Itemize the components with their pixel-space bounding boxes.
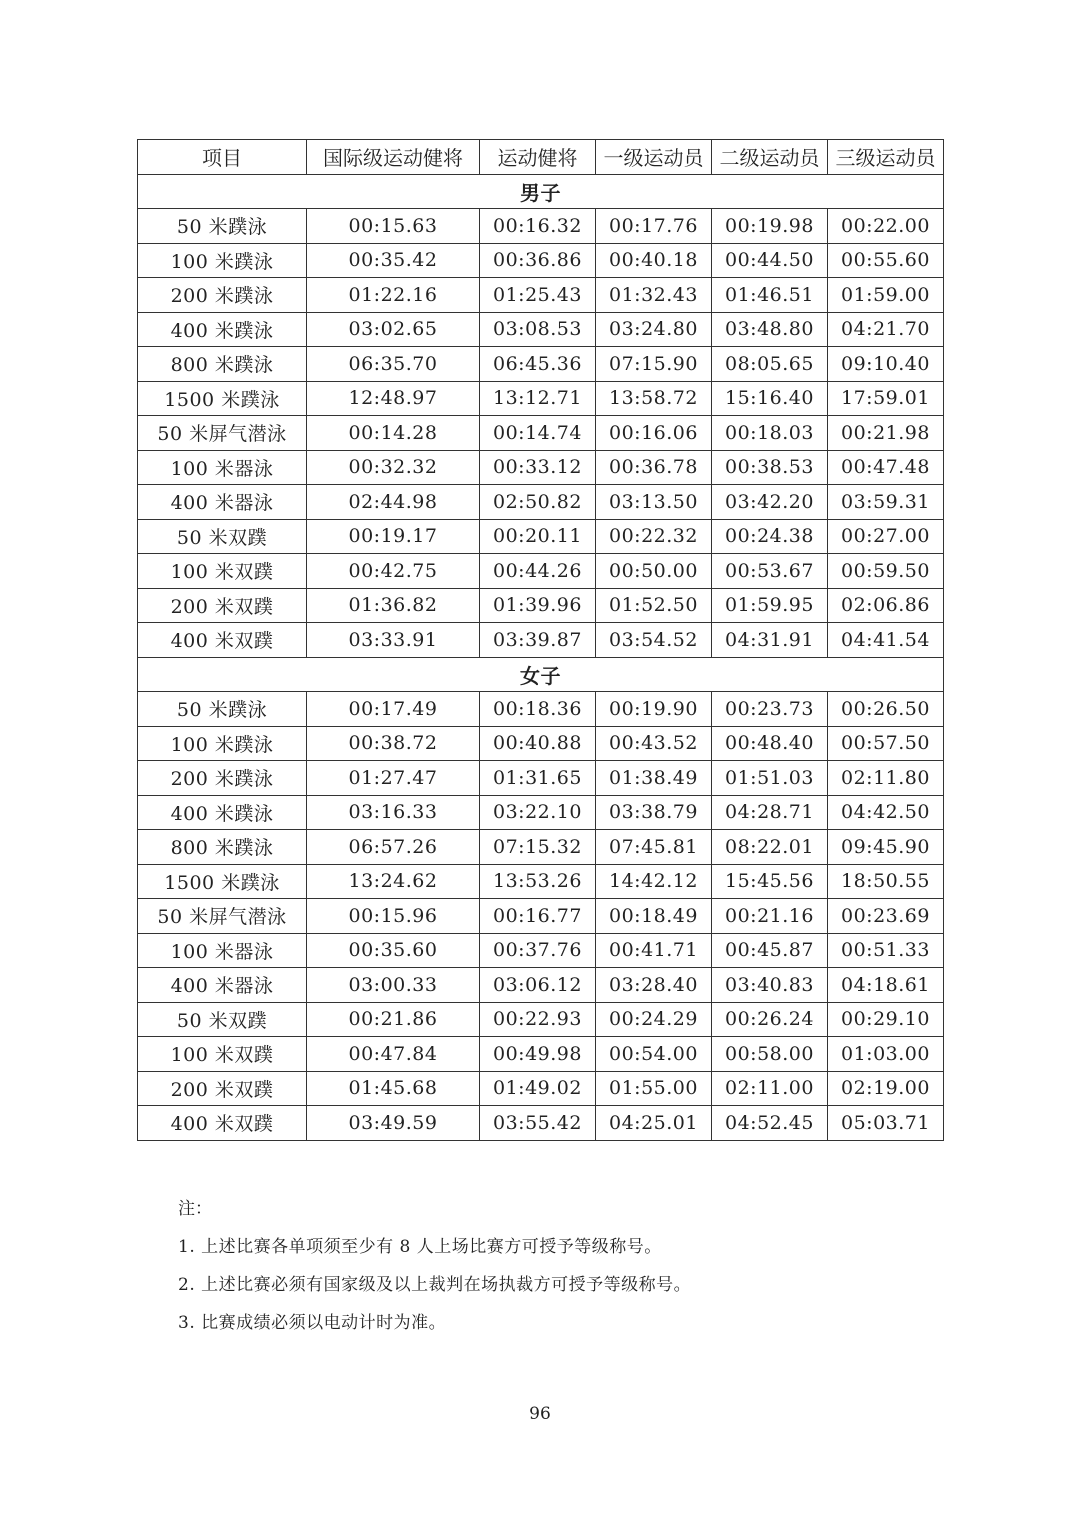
event-name: 50 米双蹼 bbox=[138, 519, 307, 554]
time-value: 03:49.59 bbox=[307, 1106, 480, 1141]
header-grade-1: 一级运动员 bbox=[596, 140, 712, 175]
time-value: 03:13.50 bbox=[596, 485, 712, 520]
event-name: 200 米双蹼 bbox=[138, 588, 307, 623]
time-value: 00:35.42 bbox=[307, 243, 480, 278]
time-value: 03:40.83 bbox=[712, 968, 828, 1003]
time-value: 00:26.24 bbox=[712, 1002, 828, 1037]
event-name: 400 米双蹼 bbox=[138, 623, 307, 658]
time-value: 00:22.32 bbox=[596, 519, 712, 554]
section-title: 女子 bbox=[138, 657, 944, 692]
time-value: 00:37.76 bbox=[480, 933, 596, 968]
table-row bbox=[138, 312, 944, 347]
time-value: 04:18.61 bbox=[828, 968, 944, 1003]
time-value: 00:49.98 bbox=[480, 1037, 596, 1072]
time-value: 15:16.40 bbox=[712, 381, 828, 416]
time-value: 07:15.90 bbox=[596, 347, 712, 382]
time-value: 00:24.29 bbox=[596, 1002, 712, 1037]
table-row bbox=[138, 381, 944, 416]
event-name: 400 米蹼泳 bbox=[138, 312, 307, 347]
time-value: 04:52.45 bbox=[712, 1106, 828, 1141]
time-value: 00:19.17 bbox=[307, 519, 480, 554]
table-row bbox=[138, 692, 944, 727]
time-value: 13:12.71 bbox=[480, 381, 596, 416]
table-row bbox=[138, 1106, 944, 1141]
time-value: 09:10.40 bbox=[828, 347, 944, 382]
event-name: 100 米器泳 bbox=[138, 933, 307, 968]
table-row bbox=[138, 588, 944, 623]
table-row bbox=[138, 278, 944, 313]
time-value: 03:06.12 bbox=[480, 968, 596, 1003]
table-row bbox=[138, 864, 944, 899]
event-name: 400 米器泳 bbox=[138, 968, 307, 1003]
time-value: 00:19.98 bbox=[712, 209, 828, 244]
time-value: 03:08.53 bbox=[480, 312, 596, 347]
event-name: 400 米器泳 bbox=[138, 485, 307, 520]
time-value: 01:59.00 bbox=[828, 278, 944, 313]
time-value: 01:45.68 bbox=[307, 1071, 480, 1106]
time-value: 03:24.80 bbox=[596, 312, 712, 347]
time-value: 14:42.12 bbox=[596, 864, 712, 899]
time-value: 00:14.74 bbox=[480, 416, 596, 451]
event-name: 100 米双蹼 bbox=[138, 1037, 307, 1072]
time-value: 00:18.03 bbox=[712, 416, 828, 451]
time-value: 02:06.86 bbox=[828, 588, 944, 623]
time-value: 00:15.63 bbox=[307, 209, 480, 244]
time-value: 00:40.88 bbox=[480, 726, 596, 761]
time-value: 04:42.50 bbox=[828, 795, 944, 830]
time-value: 09:45.90 bbox=[828, 830, 944, 865]
time-value: 00:26.50 bbox=[828, 692, 944, 727]
time-value: 00:48.40 bbox=[712, 726, 828, 761]
time-value: 01:55.00 bbox=[596, 1071, 712, 1106]
table-row bbox=[138, 726, 944, 761]
table-row bbox=[138, 554, 944, 589]
time-value: 03:42.20 bbox=[712, 485, 828, 520]
time-value: 00:51.33 bbox=[828, 933, 944, 968]
time-value: 17:59.01 bbox=[828, 381, 944, 416]
time-value: 03:02.65 bbox=[307, 312, 480, 347]
time-value: 04:31.91 bbox=[712, 623, 828, 658]
time-value: 00:44.26 bbox=[480, 554, 596, 589]
time-value: 12:48.97 bbox=[307, 381, 480, 416]
time-value: 02:44.98 bbox=[307, 485, 480, 520]
table-row bbox=[138, 450, 944, 485]
section-row bbox=[138, 657, 944, 692]
time-value: 02:19.00 bbox=[828, 1071, 944, 1106]
header-event: 项目 bbox=[138, 140, 307, 175]
table-row bbox=[138, 899, 944, 934]
time-value: 06:57.26 bbox=[307, 830, 480, 865]
time-value: 00:16.77 bbox=[480, 899, 596, 934]
time-value: 00:45.87 bbox=[712, 933, 828, 968]
event-name: 400 米蹼泳 bbox=[138, 795, 307, 830]
table-row bbox=[138, 830, 944, 865]
time-value: 04:25.01 bbox=[596, 1106, 712, 1141]
time-value: 01:49.02 bbox=[480, 1071, 596, 1106]
time-value: 00:40.18 bbox=[596, 243, 712, 278]
time-value: 03:22.10 bbox=[480, 795, 596, 830]
time-value: 00:21.86 bbox=[307, 1002, 480, 1037]
event-name: 50 米双蹼 bbox=[138, 1002, 307, 1037]
time-value: 00:58.00 bbox=[712, 1037, 828, 1072]
section-row bbox=[138, 174, 944, 209]
event-name: 50 米屏气潜泳 bbox=[138, 416, 307, 451]
time-value: 00:36.78 bbox=[596, 450, 712, 485]
time-value: 00:36.86 bbox=[480, 243, 596, 278]
event-name: 800 米蹼泳 bbox=[138, 347, 307, 382]
time-value: 00:44.50 bbox=[712, 243, 828, 278]
time-value: 01:36.82 bbox=[307, 588, 480, 623]
event-name: 1500 米蹼泳 bbox=[138, 864, 307, 899]
table-row bbox=[138, 347, 944, 382]
table-row bbox=[138, 761, 944, 796]
page-number: 96 bbox=[529, 1404, 551, 1424]
time-value: 01:22.16 bbox=[307, 278, 480, 313]
time-value: 00:23.69 bbox=[828, 899, 944, 934]
table-row bbox=[138, 1037, 944, 1072]
time-value: 01:51.03 bbox=[712, 761, 828, 796]
event-name: 400 米双蹼 bbox=[138, 1106, 307, 1141]
time-value: 03:28.40 bbox=[596, 968, 712, 1003]
table-header-row bbox=[138, 140, 944, 175]
time-value: 00:33.12 bbox=[480, 450, 596, 485]
time-value: 06:35.70 bbox=[307, 347, 480, 382]
time-value: 00:57.50 bbox=[828, 726, 944, 761]
note-item: 1. 上述比赛各单项须至少有 8 人上场比赛方可授予等级称号。 bbox=[178, 1237, 662, 1257]
time-value: 01:03.00 bbox=[828, 1037, 944, 1072]
time-value: 03:16.33 bbox=[307, 795, 480, 830]
time-value: 01:32.43 bbox=[596, 278, 712, 313]
time-value: 00:55.60 bbox=[828, 243, 944, 278]
table-row bbox=[138, 968, 944, 1003]
table-row bbox=[138, 485, 944, 520]
table-row bbox=[138, 209, 944, 244]
time-value: 00:19.90 bbox=[596, 692, 712, 727]
time-value: 00:42.75 bbox=[307, 554, 480, 589]
time-value: 18:50.55 bbox=[828, 864, 944, 899]
time-value: 00:32.32 bbox=[307, 450, 480, 485]
time-value: 00:54.00 bbox=[596, 1037, 712, 1072]
time-value: 00:21.98 bbox=[828, 416, 944, 451]
time-value: 00:22.00 bbox=[828, 209, 944, 244]
time-value: 01:39.96 bbox=[480, 588, 596, 623]
time-value: 03:33.91 bbox=[307, 623, 480, 658]
time-value: 03:38.79 bbox=[596, 795, 712, 830]
time-value: 00:17.49 bbox=[307, 692, 480, 727]
time-value: 00:17.76 bbox=[596, 209, 712, 244]
time-value: 02:50.82 bbox=[480, 485, 596, 520]
time-value: 01:52.50 bbox=[596, 588, 712, 623]
time-value: 01:59.95 bbox=[712, 588, 828, 623]
time-value: 03:00.33 bbox=[307, 968, 480, 1003]
event-name: 100 米蹼泳 bbox=[138, 726, 307, 761]
time-value: 04:21.70 bbox=[828, 312, 944, 347]
header-grade-2: 二级运动员 bbox=[712, 140, 828, 175]
time-value: 00:15.96 bbox=[307, 899, 480, 934]
table-row bbox=[138, 933, 944, 968]
time-value: 00:43.52 bbox=[596, 726, 712, 761]
time-value: 01:27.47 bbox=[307, 761, 480, 796]
time-value: 05:03.71 bbox=[828, 1106, 944, 1141]
event-name: 200 米蹼泳 bbox=[138, 278, 307, 313]
time-value: 00:38.53 bbox=[712, 450, 828, 485]
time-value: 03:59.31 bbox=[828, 485, 944, 520]
event-name: 800 米蹼泳 bbox=[138, 830, 307, 865]
time-value: 00:16.06 bbox=[596, 416, 712, 451]
event-name: 100 米蹼泳 bbox=[138, 243, 307, 278]
time-value: 02:11.00 bbox=[712, 1071, 828, 1106]
time-value: 04:28.71 bbox=[712, 795, 828, 830]
time-value: 00:47.48 bbox=[828, 450, 944, 485]
time-value: 07:45.81 bbox=[596, 830, 712, 865]
table-row bbox=[138, 1002, 944, 1037]
time-value: 00:38.72 bbox=[307, 726, 480, 761]
time-value: 00:50.00 bbox=[596, 554, 712, 589]
time-value: 04:41.54 bbox=[828, 623, 944, 658]
event-name: 50 米蹼泳 bbox=[138, 692, 307, 727]
header-master: 运动健将 bbox=[480, 140, 596, 175]
notes bbox=[178, 1190, 691, 1342]
time-value: 00:21.16 bbox=[712, 899, 828, 934]
time-value: 00:27.00 bbox=[828, 519, 944, 554]
time-value: 13:24.62 bbox=[307, 864, 480, 899]
time-value: 13:53.26 bbox=[480, 864, 596, 899]
time-value: 03:39.87 bbox=[480, 623, 596, 658]
table-row bbox=[138, 519, 944, 554]
time-value: 01:46.51 bbox=[712, 278, 828, 313]
note-item: 2. 上述比赛必须有国家级及以上裁判在场执裁方可授予等级称号。 bbox=[178, 1275, 692, 1295]
time-value: 03:55.42 bbox=[480, 1106, 596, 1141]
time-value: 00:24.38 bbox=[712, 519, 828, 554]
time-value: 03:48.80 bbox=[712, 312, 828, 347]
time-value: 00:18.36 bbox=[480, 692, 596, 727]
event-name: 50 米屏气潜泳 bbox=[138, 899, 307, 934]
time-value: 02:11.80 bbox=[828, 761, 944, 796]
time-value: 07:15.32 bbox=[480, 830, 596, 865]
time-value: 00:23.73 bbox=[712, 692, 828, 727]
time-value: 01:38.49 bbox=[596, 761, 712, 796]
table-row bbox=[138, 623, 944, 658]
time-value: 01:31.65 bbox=[480, 761, 596, 796]
event-name: 50 米蹼泳 bbox=[138, 209, 307, 244]
header-international-master: 国际级运动健将 bbox=[307, 140, 480, 175]
event-name: 100 米双蹼 bbox=[138, 554, 307, 589]
grade-standards-table bbox=[137, 139, 944, 1141]
event-name: 200 米双蹼 bbox=[138, 1071, 307, 1106]
header-grade-3: 三级运动员 bbox=[828, 140, 944, 175]
time-value: 00:18.49 bbox=[596, 899, 712, 934]
notes-heading: 注： bbox=[178, 1199, 212, 1219]
time-value: 08:05.65 bbox=[712, 347, 828, 382]
time-value: 00:35.60 bbox=[307, 933, 480, 968]
time-value: 01:25.43 bbox=[480, 278, 596, 313]
time-value: 15:45.56 bbox=[712, 864, 828, 899]
time-value: 06:45.36 bbox=[480, 347, 596, 382]
table-body bbox=[138, 174, 944, 1140]
time-value: 08:22.01 bbox=[712, 830, 828, 865]
event-name: 200 米蹼泳 bbox=[138, 761, 307, 796]
event-name: 1500 米蹼泳 bbox=[138, 381, 307, 416]
time-value: 00:16.32 bbox=[480, 209, 596, 244]
time-value: 00:29.10 bbox=[828, 1002, 944, 1037]
table-row bbox=[138, 243, 944, 278]
time-value: 00:59.50 bbox=[828, 554, 944, 589]
table-row bbox=[138, 795, 944, 830]
time-value: 00:14.28 bbox=[307, 416, 480, 451]
section-title: 男子 bbox=[138, 174, 944, 209]
time-value: 00:41.71 bbox=[596, 933, 712, 968]
time-value: 00:20.11 bbox=[480, 519, 596, 554]
table-row bbox=[138, 1071, 944, 1106]
time-value: 00:47.84 bbox=[307, 1037, 480, 1072]
note-item: 3. 比赛成绩必须以电动计时为准。 bbox=[178, 1313, 447, 1333]
time-value: 00:53.67 bbox=[712, 554, 828, 589]
time-value: 03:54.52 bbox=[596, 623, 712, 658]
event-name: 100 米器泳 bbox=[138, 450, 307, 485]
table-row bbox=[138, 416, 944, 451]
time-value: 13:58.72 bbox=[596, 381, 712, 416]
time-value: 00:22.93 bbox=[480, 1002, 596, 1037]
